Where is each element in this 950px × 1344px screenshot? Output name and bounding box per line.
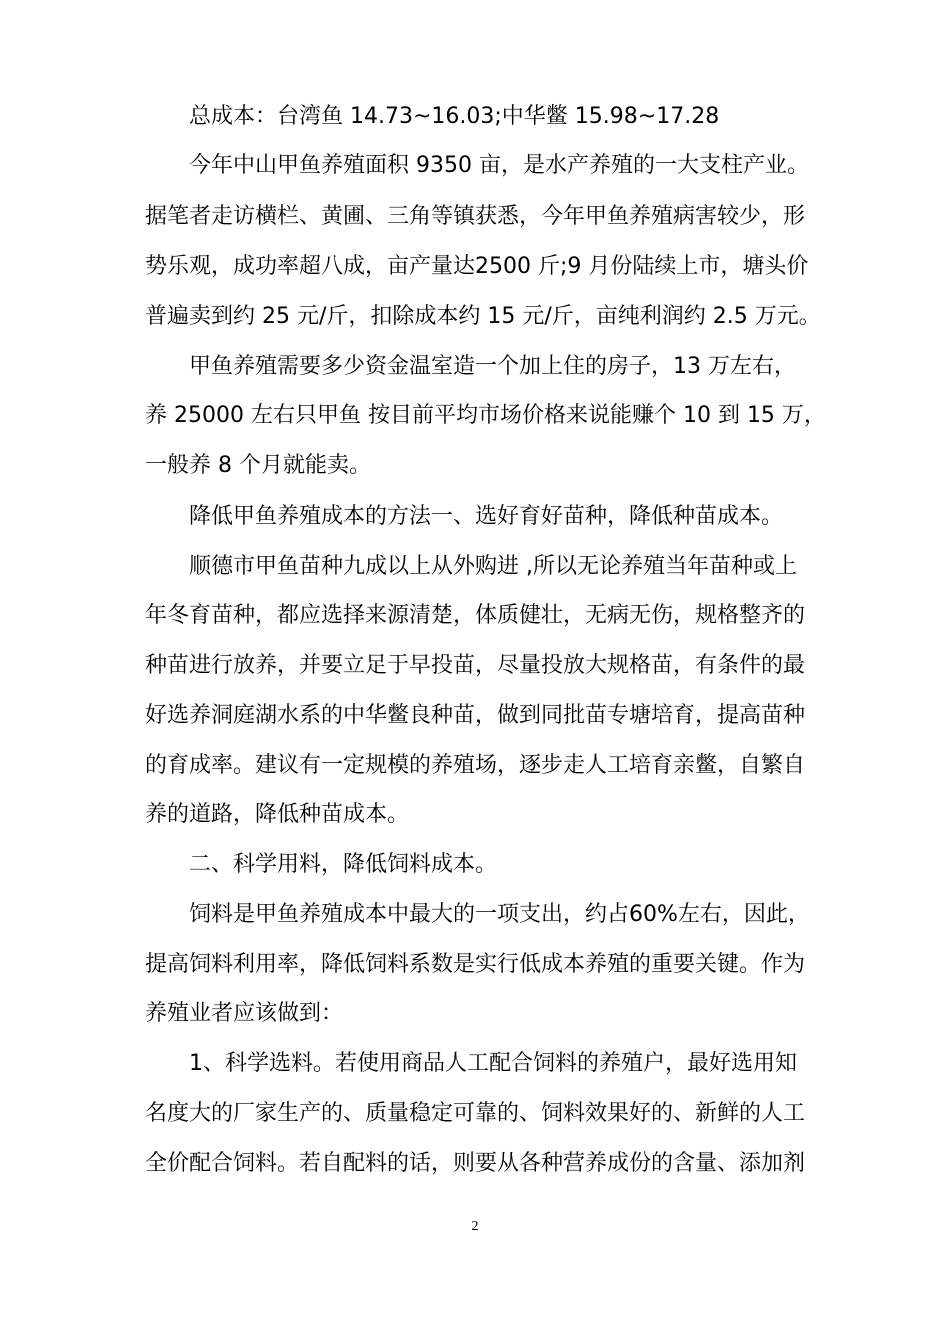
text-line: 1、科学选料。若使用商品人工配合饲料的养殖户，最好选用知 [189, 1051, 797, 1076]
text-line: 的育成率。建议有一定规模的养殖场，逐步走人工培育亲鳖，自繁自 [145, 753, 806, 778]
text-line: 种苗进行放养，并要立足于早投苗，尽量投放大规格苗，有条件的最 [145, 653, 806, 678]
text-line: 势乐观，成功率超八成，亩产量达2500 斤;9 月份陆续上市，塘头价 [145, 254, 809, 279]
text-line: 年冬育苗种，都应选择来源清楚，体质健壮，无病无伤，规格整齐的 [145, 603, 806, 628]
text-line: 名度大的厂家生产的、质量稳定可靠的、饲料效果好的、新鲜的人工 [145, 1101, 806, 1126]
page-number: 2 [471, 1219, 479, 1234]
text-line: 全价配合饲料。若自配料的话，则要从各种营养成份的含量、添加剂 [145, 1151, 806, 1176]
text-line: 养的道路，降低种苗成本。 [145, 802, 410, 827]
text-line: 据笔者走访横栏、黄圃、三角等镇获悉，今年甲鱼养殖病害较少，形 [145, 204, 806, 229]
text-line: 总成本：台湾鱼 14.73~16.03;中华鳖 15.98~17.28 [189, 104, 720, 129]
text-line: 养 25000 左右只甲鱼 按目前平均市场价格来说能赚个 10 到 15 万， [145, 403, 826, 428]
text-line: 提高饲料利用率，降低饲料系数是实行低成本养殖的重要关键。作为 [145, 952, 806, 977]
text-line: 今年中山甲鱼养殖面积 9350 亩，是水产养殖的一大支柱产业。 [189, 153, 809, 178]
text-line: 降低甲鱼养殖成本的方法一、选好育好苗种，降低种苗成本。 [189, 504, 784, 529]
text-line: 一般养 8 个月就能卖。 [145, 453, 371, 478]
text-line: 好选养洞庭湖水系的中华鳖良种苗，做到同批苗专塘培育，提高苗种 [145, 703, 806, 728]
text-line: 养殖业者应该做到： [145, 1001, 344, 1026]
text-line: 饲料是甲鱼养殖成本中最大的一项支出，约占60%左右，因此， [189, 902, 810, 927]
section-heading: 二、科学用料，降低饲料成本。 [189, 852, 498, 877]
text-line: 甲鱼养殖需要多少资金温室造一个加上住的房子，13 万左右， [189, 354, 796, 379]
text-line: 顺德市甲鱼苗种九成以上从外购进 ,所以无论养殖当年苗种或上 [189, 554, 797, 579]
text-line: 普遍卖到约 25 元/斤，扣除成本约 15 元/斤，亩纯利润约 2.5 万元。 [145, 304, 821, 329]
